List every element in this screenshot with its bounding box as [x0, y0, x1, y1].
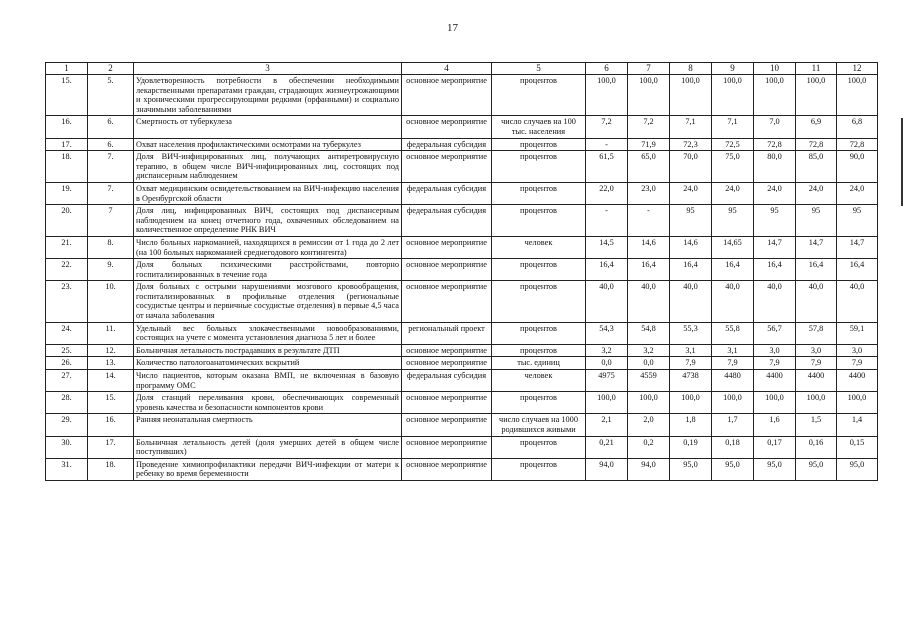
- value-cell: 1,5: [796, 414, 837, 436]
- value-cell: 22,0: [586, 182, 628, 204]
- table-row: [46, 151, 878, 183]
- value-cell: 16,4: [628, 259, 670, 281]
- header-cell: 6: [586, 63, 628, 75]
- row-source: федеральная субсидия: [402, 370, 492, 392]
- value-cell: 1,6: [754, 414, 796, 436]
- row-sub-number: 18.: [88, 458, 134, 480]
- indicator-name: Доля больных с острыми нарушениями мозгового кровообращения, госпитализированных в профильные отделения (региональные сосудистые центры и первичные сосудистые отделения) в первые 4,5 часа от начала заболевания: [134, 281, 402, 322]
- value-cell: 95,0: [796, 458, 837, 480]
- indicator-name: Количество патологоанатомических вскрытий: [134, 357, 402, 370]
- value-cell: 95: [712, 205, 754, 237]
- row-source: основное мероприятие: [402, 116, 492, 138]
- value-cell: 94,0: [586, 458, 628, 480]
- row-number: 17.: [46, 138, 88, 151]
- row-sub-number: 5.: [88, 75, 134, 116]
- value-cell: 0,15: [837, 436, 878, 458]
- value-cell: 0,0: [628, 357, 670, 370]
- value-cell: 7,9: [754, 357, 796, 370]
- value-cell: 40,0: [712, 281, 754, 322]
- row-source: основное мероприятие: [402, 357, 492, 370]
- value-cell: 72,5: [712, 138, 754, 151]
- value-cell: 40,0: [670, 281, 712, 322]
- table-row: [46, 370, 878, 392]
- table-row: [46, 344, 878, 357]
- row-unit: человек: [492, 370, 586, 392]
- value-cell: 57,8: [796, 322, 837, 344]
- row-unit: человек: [492, 236, 586, 258]
- value-cell: 14,7: [837, 236, 878, 258]
- value-cell: 3,0: [796, 344, 837, 357]
- value-cell: 24,0: [796, 182, 837, 204]
- value-cell: 23,0: [628, 182, 670, 204]
- indicator-name: Число больных наркоманией, находящихся в ремиссии от 1 года до 2 лет (на 100 больных наркоманией среднегодового контингента): [134, 236, 402, 258]
- value-cell: 7,9: [670, 357, 712, 370]
- value-cell: 16,4: [670, 259, 712, 281]
- value-cell: 70,0: [670, 151, 712, 183]
- row-source: основное мероприятие: [402, 75, 492, 116]
- row-number: 23.: [46, 281, 88, 322]
- value-cell: 100,0: [754, 75, 796, 116]
- value-cell: 100,0: [712, 75, 754, 116]
- row-sub-number: 6.: [88, 138, 134, 151]
- value-cell: 1,8: [670, 414, 712, 436]
- header-cell: 8: [670, 63, 712, 75]
- header-cell: 2: [88, 63, 134, 75]
- row-sub-number: 10.: [88, 281, 134, 322]
- indicator-name: Удовлетворенность потребности в обеспечении необходимыми лекарственными препаратами граждан, страдающих жизнеугрожающими и хроническими прогрессирующими редкими (орфанными) и социально значимыми заболеваниями: [134, 75, 402, 116]
- row-number: 25.: [46, 344, 88, 357]
- row-source: основное мероприятие: [402, 236, 492, 258]
- row-source: основное мероприятие: [402, 436, 492, 458]
- value-cell: 55,8: [712, 322, 754, 344]
- table-row: [46, 236, 878, 258]
- indicator-name: Охват медицинским освидетельствованием на ВИЧ-инфекцию населения в Оренбургской области: [134, 182, 402, 204]
- row-source: региональный проект: [402, 322, 492, 344]
- value-cell: 3,2: [628, 344, 670, 357]
- row-unit: процентов: [492, 259, 586, 281]
- value-cell: -: [586, 138, 628, 151]
- value-cell: 0,0: [586, 357, 628, 370]
- value-cell: 0,18: [712, 436, 754, 458]
- value-cell: 72,8: [796, 138, 837, 151]
- row-number: 24.: [46, 322, 88, 344]
- table-row: [46, 259, 878, 281]
- value-cell: 7,0: [754, 116, 796, 138]
- row-number: 30.: [46, 436, 88, 458]
- value-cell: 61,5: [586, 151, 628, 183]
- value-cell: 4738: [670, 370, 712, 392]
- table-row: [46, 205, 878, 237]
- value-cell: 3,1: [712, 344, 754, 357]
- table-row: [46, 138, 878, 151]
- value-cell: 0,17: [754, 436, 796, 458]
- value-cell: 100,0: [837, 75, 878, 116]
- value-cell: 16,4: [586, 259, 628, 281]
- indicator-name: Доля больных психическими расстройствами, повторно госпитализированных в течение года: [134, 259, 402, 281]
- value-cell: 72,8: [837, 138, 878, 151]
- row-number: 20.: [46, 205, 88, 237]
- row-source: основное мероприятие: [402, 281, 492, 322]
- row-unit: процентов: [492, 392, 586, 414]
- value-cell: 24,0: [712, 182, 754, 204]
- value-cell: 100,0: [628, 392, 670, 414]
- row-number: 21.: [46, 236, 88, 258]
- row-unit: процентов: [492, 344, 586, 357]
- row-number: 26.: [46, 357, 88, 370]
- header-cell: 12: [837, 63, 878, 75]
- value-cell: 7,9: [796, 357, 837, 370]
- row-sub-number: 6.: [88, 116, 134, 138]
- value-cell: 100,0: [670, 392, 712, 414]
- value-cell: 14,6: [670, 236, 712, 258]
- table-row: [46, 116, 878, 138]
- value-cell: 1,7: [712, 414, 754, 436]
- row-number: 27.: [46, 370, 88, 392]
- row-unit: процентов: [492, 75, 586, 116]
- value-cell: 14,65: [712, 236, 754, 258]
- page-number: 17: [447, 22, 458, 34]
- value-cell: 40,0: [628, 281, 670, 322]
- row-number: 16.: [46, 116, 88, 138]
- indicator-name: Доля станций переливания крови, обеспечивающих современный уровень качества и безопасности компонентов крови: [134, 392, 402, 414]
- row-unit: процентов: [492, 458, 586, 480]
- value-cell: 72,8: [754, 138, 796, 151]
- row-unit: процентов: [492, 182, 586, 204]
- value-cell: 14,7: [796, 236, 837, 258]
- value-cell: 100,0: [628, 75, 670, 116]
- table-header-row: [46, 63, 878, 75]
- row-sub-number: 7: [88, 205, 134, 237]
- value-cell: 100,0: [796, 392, 837, 414]
- value-cell: 6,8: [837, 116, 878, 138]
- indicator-name: Доля ВИЧ-инфицированных лиц, получающих антиретровирусную терапию, в общем числе ВИЧ-инфицированных лиц, состоящих под диспансерным наблюдением: [134, 151, 402, 183]
- value-cell: 4400: [837, 370, 878, 392]
- indicator-name: Проведение химиопрофилактики передачи ВИЧ-инфекции от матери к ребенку во время беременности: [134, 458, 402, 480]
- row-unit: число случаев на 1000 родившихся живыми: [492, 414, 586, 436]
- value-cell: 1,4: [837, 414, 878, 436]
- scan-edge-mark: [901, 118, 903, 206]
- header-cell: 7: [628, 63, 670, 75]
- value-cell: 100,0: [670, 75, 712, 116]
- row-sub-number: 12.: [88, 344, 134, 357]
- value-cell: 80,0: [754, 151, 796, 183]
- value-cell: 4400: [754, 370, 796, 392]
- row-number: 19.: [46, 182, 88, 204]
- value-cell: 4400: [796, 370, 837, 392]
- value-cell: -: [628, 205, 670, 237]
- value-cell: 4559: [628, 370, 670, 392]
- header-cell: 1: [46, 63, 88, 75]
- value-cell: 16,4: [796, 259, 837, 281]
- row-sub-number: 14.: [88, 370, 134, 392]
- row-unit: тыс. единиц: [492, 357, 586, 370]
- indicator-name: Удельный вес больных злокачественными новообразованиями, состоящих на учете с момента установления диагноза 5 лет и более: [134, 322, 402, 344]
- indicator-name: Доля лиц, инфицированных ВИЧ, состоящих под диспансерным наблюдением на конец отчетного года, охваченных обследованием на количественное определение РНК ВИЧ: [134, 205, 402, 237]
- indicator-name: Больничная летальность пострадавших в результате ДТП: [134, 344, 402, 357]
- value-cell: 95,0: [837, 458, 878, 480]
- value-cell: 71,9: [628, 138, 670, 151]
- value-cell: 95,0: [712, 458, 754, 480]
- value-cell: 14,6: [628, 236, 670, 258]
- row-number: 29.: [46, 414, 88, 436]
- value-cell: 7,2: [586, 116, 628, 138]
- row-sub-number: 9.: [88, 259, 134, 281]
- table-row: [46, 281, 878, 322]
- value-cell: 40,0: [796, 281, 837, 322]
- table-row: [46, 182, 878, 204]
- value-cell: 24,0: [670, 182, 712, 204]
- value-cell: 40,0: [754, 281, 796, 322]
- indicator-name: Смертность от туберкулеза: [134, 116, 402, 138]
- value-cell: 14,5: [586, 236, 628, 258]
- value-cell: 0,16: [796, 436, 837, 458]
- header-cell: 10: [754, 63, 796, 75]
- indicators-table: [45, 62, 878, 481]
- table-row: [46, 392, 878, 414]
- row-sub-number: 15.: [88, 392, 134, 414]
- header-cell: 4: [402, 63, 492, 75]
- table-body: [46, 63, 878, 481]
- value-cell: 16,4: [712, 259, 754, 281]
- value-cell: 95: [837, 205, 878, 237]
- row-sub-number: 8.: [88, 236, 134, 258]
- value-cell: 100,0: [586, 75, 628, 116]
- table-row: [46, 436, 878, 458]
- value-cell: 85,0: [796, 151, 837, 183]
- row-source: основное мероприятие: [402, 259, 492, 281]
- row-unit: процентов: [492, 436, 586, 458]
- value-cell: 0,19: [670, 436, 712, 458]
- value-cell: 3,0: [837, 344, 878, 357]
- value-cell: 16,4: [754, 259, 796, 281]
- value-cell: 59,1: [837, 322, 878, 344]
- value-cell: 95: [670, 205, 712, 237]
- header-cell: 9: [712, 63, 754, 75]
- table-row: [46, 322, 878, 344]
- row-sub-number: 11.: [88, 322, 134, 344]
- row-unit: процентов: [492, 138, 586, 151]
- value-cell: 56,7: [754, 322, 796, 344]
- row-unit: процентов: [492, 322, 586, 344]
- value-cell: 90,0: [837, 151, 878, 183]
- value-cell: 100,0: [796, 75, 837, 116]
- table-row: [46, 357, 878, 370]
- value-cell: 100,0: [837, 392, 878, 414]
- row-sub-number: 13.: [88, 357, 134, 370]
- row-number: 28.: [46, 392, 88, 414]
- row-sub-number: 17.: [88, 436, 134, 458]
- value-cell: 3,1: [670, 344, 712, 357]
- header-cell: 11: [796, 63, 837, 75]
- value-cell: 4480: [712, 370, 754, 392]
- row-number: 31.: [46, 458, 88, 480]
- value-cell: 100,0: [712, 392, 754, 414]
- value-cell: 6,9: [796, 116, 837, 138]
- row-source: основное мероприятие: [402, 458, 492, 480]
- value-cell: 0,2: [628, 436, 670, 458]
- row-source: федеральная субсидия: [402, 182, 492, 204]
- value-cell: 95,0: [754, 458, 796, 480]
- row-source: основное мероприятие: [402, 151, 492, 183]
- table-row: [46, 458, 878, 480]
- row-source: основное мероприятие: [402, 392, 492, 414]
- row-number: 15.: [46, 75, 88, 116]
- value-cell: 3,0: [754, 344, 796, 357]
- indicator-name: Больничная летальность детей (доля умерших детей в общем числе поступивших): [134, 436, 402, 458]
- value-cell: 95: [796, 205, 837, 237]
- value-cell: 7,9: [712, 357, 754, 370]
- value-cell: -: [586, 205, 628, 237]
- value-cell: 7,1: [670, 116, 712, 138]
- value-cell: 72,3: [670, 138, 712, 151]
- row-unit: процентов: [492, 205, 586, 237]
- value-cell: 4975: [586, 370, 628, 392]
- value-cell: 40,0: [586, 281, 628, 322]
- value-cell: 16,4: [837, 259, 878, 281]
- row-source: федеральная субсидия: [402, 205, 492, 237]
- value-cell: 95,0: [670, 458, 712, 480]
- value-cell: 2,1: [586, 414, 628, 436]
- row-sub-number: 16.: [88, 414, 134, 436]
- row-number: 22.: [46, 259, 88, 281]
- row-unit: процентов: [492, 151, 586, 183]
- value-cell: 7,1: [712, 116, 754, 138]
- indicator-name: Охват населения профилактическими осмотрами на туберкулез: [134, 138, 402, 151]
- value-cell: 24,0: [837, 182, 878, 204]
- row-source: федеральная субсидия: [402, 138, 492, 151]
- value-cell: 55,3: [670, 322, 712, 344]
- value-cell: 94,0: [628, 458, 670, 480]
- value-cell: 95: [754, 205, 796, 237]
- row-unit: процентов: [492, 281, 586, 322]
- value-cell: 75,0: [712, 151, 754, 183]
- value-cell: 24,0: [754, 182, 796, 204]
- value-cell: 40,0: [837, 281, 878, 322]
- value-cell: 100,0: [586, 392, 628, 414]
- table-row: [46, 414, 878, 436]
- value-cell: 14,7: [754, 236, 796, 258]
- value-cell: 3,2: [586, 344, 628, 357]
- indicator-name: Ранняя неонатальная смертность: [134, 414, 402, 436]
- row-sub-number: 7.: [88, 182, 134, 204]
- value-cell: 100,0: [754, 392, 796, 414]
- indicator-name: Число пациентов, которым оказана ВМП, не включенная в базовую программу ОМС: [134, 370, 402, 392]
- value-cell: 7,2: [628, 116, 670, 138]
- row-source: основное мероприятие: [402, 344, 492, 357]
- row-number: 18.: [46, 151, 88, 183]
- row-sub-number: 7.: [88, 151, 134, 183]
- header-cell: 3: [134, 63, 402, 75]
- value-cell: 65,0: [628, 151, 670, 183]
- value-cell: 54,3: [586, 322, 628, 344]
- value-cell: 2,0: [628, 414, 670, 436]
- value-cell: 0,21: [586, 436, 628, 458]
- value-cell: 7,9: [837, 357, 878, 370]
- value-cell: 54,8: [628, 322, 670, 344]
- row-source: основное мероприятие: [402, 414, 492, 436]
- header-cell: 5: [492, 63, 586, 75]
- table-row: [46, 75, 878, 116]
- row-unit: число случаев на 100 тыс. населения: [492, 116, 586, 138]
